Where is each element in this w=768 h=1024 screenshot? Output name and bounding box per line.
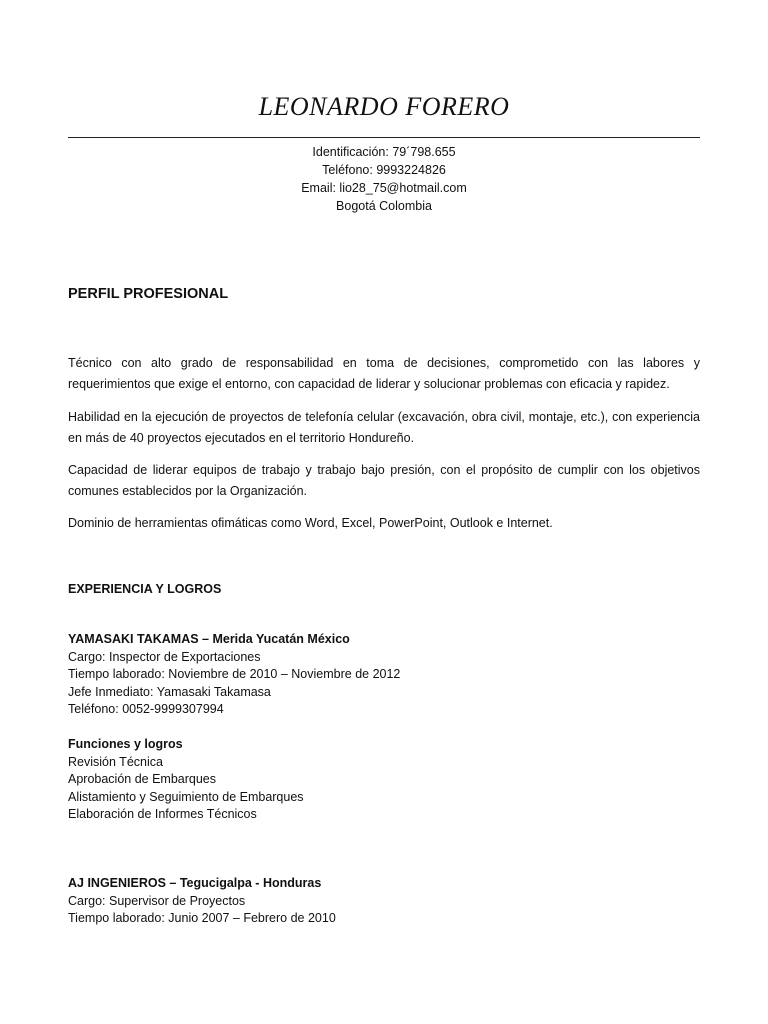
job-company: AJ INGENIEROS – Tegucigalpa - Honduras: [68, 876, 322, 890]
candidate-name: LEONARDO FORERO: [258, 92, 510, 121]
perfil-paragraph: Capacidad de liderar equipos de trabajo y trabajo bajo presión, con el propósito de cumplir con los objetivos comunes establecidos por la Organización.: [68, 463, 700, 498]
section-heading-perfil: PERFIL PROFESIONAL: [68, 286, 229, 302]
function-item: Revisión Técnica: [68, 754, 163, 769]
perfil-paragraph: Técnico con alto grado de responsabilidad en toma de decisiones, comprometido con las labores y requerimientos que exige el entorno, con capacidad de liderar y solucionar problemas con eficacia y rapidez.: [68, 356, 700, 391]
section-heading-experiencia: EXPERIENCIA Y LOGROS: [68, 582, 222, 596]
job-role: Cargo: Inspector de Exportaciones: [68, 649, 261, 664]
job-period: Tiempo laborado: Junio 2007 – Febrero de 2010: [68, 911, 336, 925]
functions-block: [68, 736, 708, 824]
contact-email: Email: lio28_75@hotmail.com: [301, 181, 467, 195]
contact-phone: Teléfono: 9993224826: [322, 163, 446, 177]
perfil-paragraph: Habilidad en la ejecución de proyectos de telefonía celular (excavación, obra civil, montaje, etc.), con experiencia en más de 40 proyectos ejecutados en el territorio Hondureño.: [68, 410, 700, 445]
contact-city: Bogotá Colombia: [336, 199, 432, 213]
function-item: Elaboración de Informes Técnicos: [68, 807, 257, 821]
perfil-paragraph: Dominio de herramientas ofimáticas como Word, Excel, PowerPoint, Outlook e Internet.: [68, 516, 553, 530]
job-entry-yamasaki: [68, 631, 708, 719]
job-phone: Teléfono: 0052-9999307994: [68, 702, 224, 716]
job-entry-aj-ingenieros: [68, 875, 708, 928]
job-period: Tiempo laborado: Noviembre de 2010 – Noviembre de 2012: [68, 667, 401, 681]
function-item: Alistamiento y Seguimiento de Embarques: [68, 789, 304, 804]
header-divider: [68, 137, 700, 138]
function-item: Aprobación de Embarques: [68, 772, 217, 786]
contact-block: [0, 143, 768, 215]
job-manager: Jefe Inmediato: Yamasaki Takamasa: [68, 684, 271, 699]
functions-heading: Funciones y logros: [68, 737, 183, 751]
job-company: YAMASAKI TAKAMAS – Merida Yucatán México: [68, 632, 350, 646]
job-role: Cargo: Supervisor de Proyectos: [68, 893, 246, 908]
contact-id: Identificación: 79´798.655: [312, 145, 456, 159]
